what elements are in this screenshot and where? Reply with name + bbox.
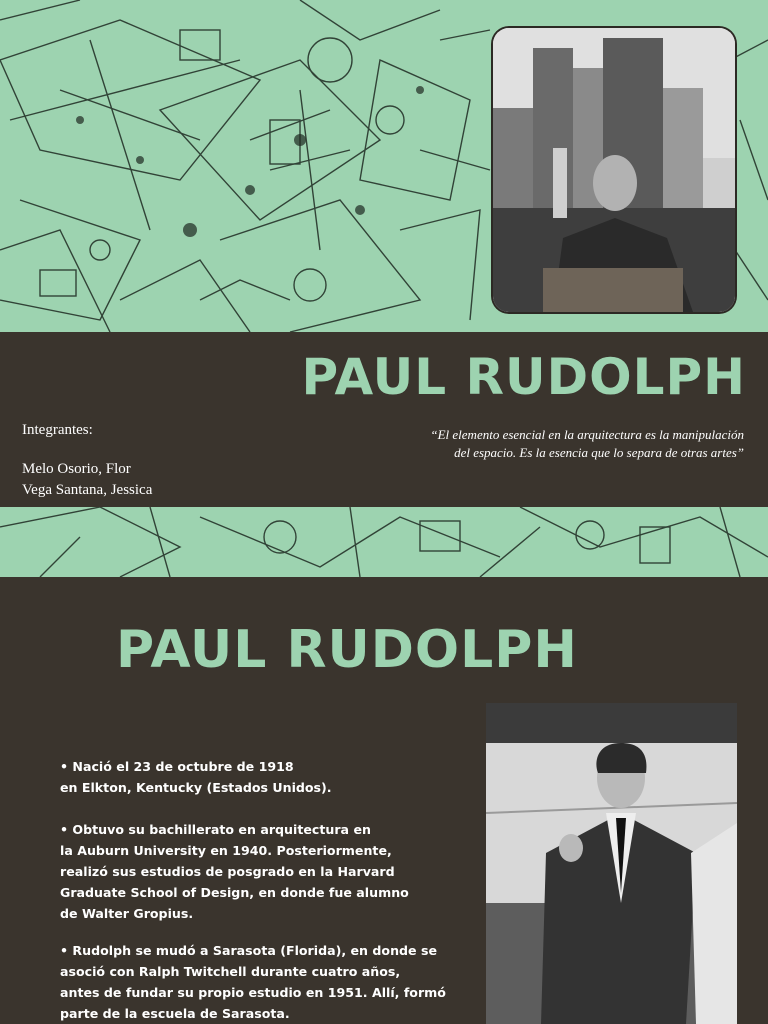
team-label: Integrantes:	[22, 422, 93, 438]
bio-line: • Obtuvo su bachillerato en arquitectura en	[60, 822, 371, 837]
bio-paragraph	[60, 756, 332, 798]
bio-line: parte de la escuela de Sarasota.	[60, 1006, 290, 1021]
team-member: Melo Osorio, Flor	[22, 461, 131, 477]
slide-title: PAUL RUDOLPH	[116, 620, 578, 680]
portrait-photo-bottom	[486, 703, 737, 1024]
bio-line: asoció con Ralph Twitchell durante cuatro años,	[60, 964, 401, 979]
bio-paragraph	[60, 940, 446, 1024]
architectural-drawing-band-middle	[0, 507, 768, 577]
portrait-photo-top	[493, 28, 735, 312]
bio-line: antes de fundar su propio estudio en 1951. Allí, formó	[60, 985, 446, 1000]
quote-line: “El elemento esencial en la arquitectura es la manipulación	[430, 427, 744, 442]
bio-paragraph	[60, 819, 409, 924]
bio-line: • Rudolph se mudó a Sarasota (Florida), en donde se	[60, 943, 438, 958]
bio-line: • Nació el 23 de octubre de 1918	[60, 759, 294, 774]
bio-line: en Elkton, Kentucky (Estados Unidos).	[60, 780, 332, 795]
drawing-pattern	[0, 507, 768, 577]
slide-title: PAUL RUDOLPH	[301, 348, 746, 406]
bio-line: Graduate School of Design, en donde fue alumno	[60, 885, 409, 900]
team-member: Vega Santana, Jessica	[22, 482, 153, 498]
bio-line: de Walter Gropius.	[60, 906, 194, 921]
portrait-illustration	[486, 703, 737, 1024]
portrait-illustration	[493, 28, 735, 312]
quote	[364, 426, 744, 462]
bio-line: la Auburn University en 1940. Posteriormente,	[60, 843, 392, 858]
bio-line: realizó sus estudios de posgrado en la Harvard	[60, 864, 395, 879]
quote-line: del espacio. Es la esencia que lo separa de otras artes”	[454, 445, 744, 460]
